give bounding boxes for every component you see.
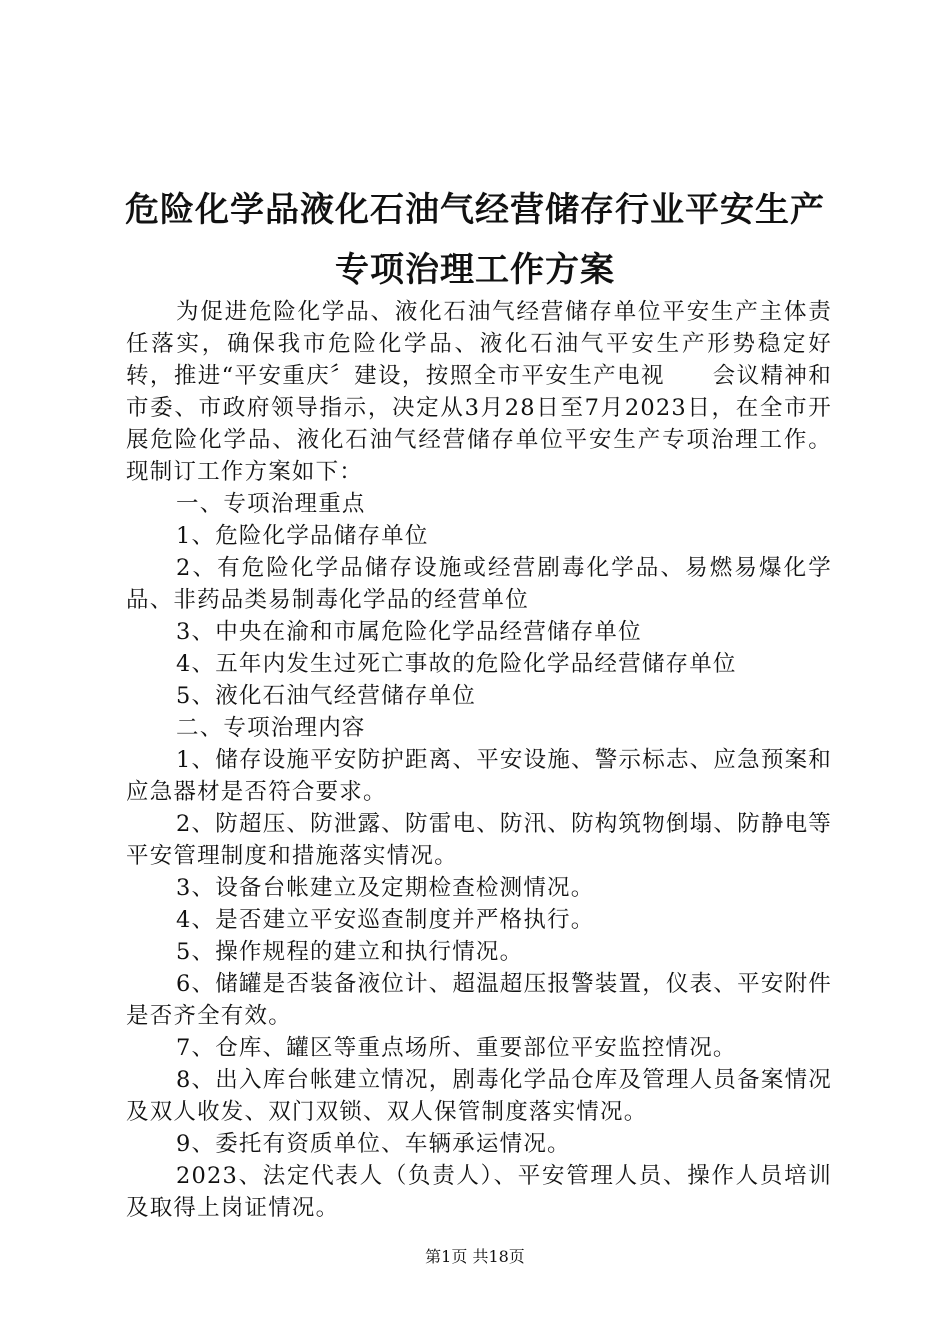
list-item: 7、仓库、罐区等重点场所、重要部位平安监控情况。 — [176, 1035, 737, 1061]
list-item: 2、防超压、防泄露、防雷电、防汛、防构筑物倒塌、防静电等平安管理制度和措施落实情况。 — [126, 811, 832, 869]
list-item: 5、液化石油气经营储存单位 — [176, 683, 476, 709]
list-item: 4、是否建立平安巡查制度并严格执行。 — [176, 907, 595, 933]
document-title-line-2: 专项治理工作方案 — [335, 250, 615, 290]
list-item: 8、出入库台帐建立情况，剧毒化学品仓库及管理人员备案情况及双人收发、双门双锁、双人保管制度落实情况。 — [126, 1067, 832, 1125]
list-item: 1、储存设施平安防护距离、平安设施、警示标志、应急预案和应急器材是否符合要求。 — [126, 747, 832, 805]
list-item: 2023、法定代表人（负责人）、平安管理人员、操作人员培训及取得上岗证情况。 — [126, 1163, 832, 1221]
section-heading-content: 二、专项治理内容 — [176, 715, 366, 741]
document-body — [126, 296, 832, 1224]
section-heading-focus: 一、专项治理重点 — [176, 491, 366, 517]
list-item: 2、有危险化学品储存设施或经营剧毒化学品、易燃易爆化学品、非药品类易制毒化学品的经营单位 — [126, 555, 832, 613]
list-item: 3、设备台帐建立及定期检查检测情况。 — [176, 875, 595, 901]
list-item: 5、操作规程的建立和执行情况。 — [176, 939, 524, 965]
page-number-footer: 第1页 共18页 — [425, 1247, 525, 1266]
list-item: 1、危险化学品储存单位 — [176, 523, 429, 549]
document-title-line-1: 危险化学品液化石油气经营储存行业平安生产 — [125, 190, 825, 230]
list-item: 6、储罐是否装备液位计、超温超压报警装置，仪表、平安附件是否齐全有效。 — [126, 971, 832, 1029]
paragraph-intro: 为促进危险化学品、液化石油气经营储存单位平安生产主体责任落实，确保我市危险化学品、液化石油气平安生产形势稳定好转，推进“平安重庆〞建设，按照全市平安生产电视 会议精神和市委、市政府领导指示，决定从3月28日至7月2023日，在全市开展危险化学品、液化石油气经营储存单位平安生产专项治理工作。现制订工作方案如下： — [126, 299, 832, 485]
list-item: 9、委托有资质单位、车辆承运情况。 — [176, 1131, 571, 1157]
list-item: 4、五年内发生过死亡事故的危险化学品经营储存单位 — [176, 651, 737, 677]
list-item: 3、中央在渝和市属危险化学品经营储存单位 — [176, 619, 642, 645]
